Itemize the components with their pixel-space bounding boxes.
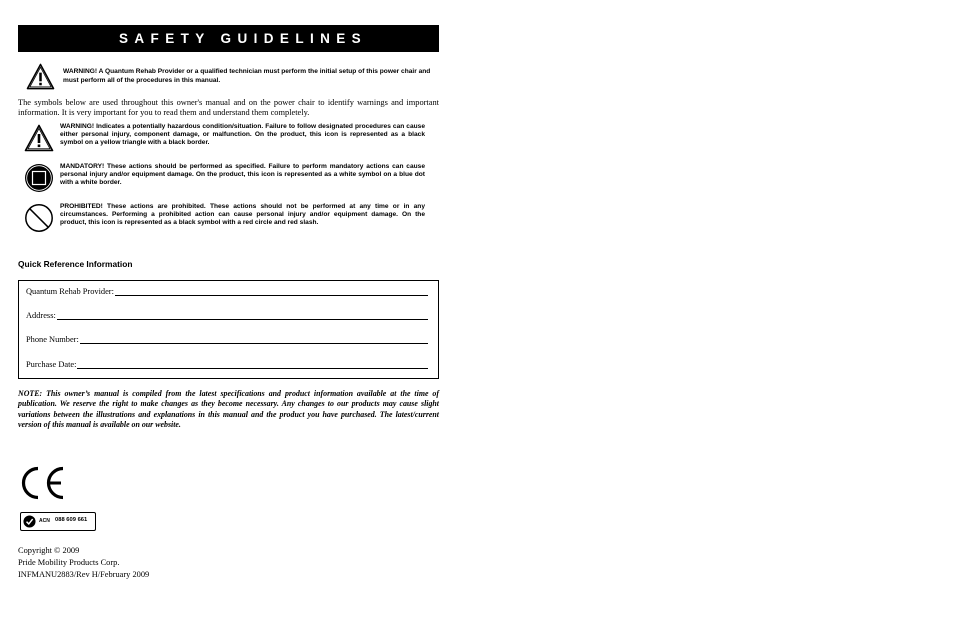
warning-triangle-icon [26,63,55,90]
symbol-prohibited-text: PROHIBITED! These actions are prohibited. These actions should not be performed at any time or in any circumstances. Performing a prohibited action can cause personal injury and/or equipment damage. On the product, this icon is represented as a black symbol with a red circle and red slash. [60,202,425,226]
section-banner: SAFETY GUIDELINES [18,25,439,52]
phone-field[interactable] [26,335,428,344]
purchase-date-field[interactable] [26,360,428,369]
address-field[interactable] [26,311,428,320]
warning-triangle-icon [24,123,54,153]
ce-mark-icon [18,465,66,501]
check-circle-icon [23,515,36,528]
top-warning-text: WARNING! A Quantum Rehab Provider or a qualified technician must perform the initial setup of this power chair and must perform all of the procedures in this manual. [63,68,431,84]
symbol-mandatory [18,163,439,192]
manual-note: NOTE: This owner’s manual is compiled from the latest specifications and product information available at the time of publication. We reserve the right to make changes as they become necessary. Any changes to our products may cause slight variations between the illustrations and explanations in this manual and the product you have purchased. The latest/current version of this manual is available on our website. [18,388,439,430]
provider-fill-line[interactable] [115,287,428,296]
phone-fill-line[interactable] [80,335,428,344]
symbol-warning [18,123,439,152]
intro-paragraph: The symbols below are used throughout this owner's manual and on the power chair to identify warnings and important information. It is very important for you to read them and understand them completely. [18,98,439,118]
phone-label: Phone Number: [26,334,79,344]
prohibited-icon [24,203,54,233]
purchase-date-fill-line[interactable] [77,360,428,369]
provider-label: Quantum Rehab Provider: [26,286,114,296]
acn-label: ACN [39,518,50,524]
symbol-warning-text: WARNING! Indicates a potentially hazardous condition/situation. Failure to follow designated procedures can cause either personal injury, component damage, or malfunction. On the product, this icon is represented as a black symbol on a yellow triangle with a black border. [60,122,425,146]
purchase-date-label: Purchase Date: [26,359,77,369]
company-line: Pride Mobility Products Corp. [18,558,120,568]
symbol-prohibited [18,203,439,233]
address-label: Address: [26,310,56,320]
quick-reference-title: Quick Reference Information [18,258,133,269]
page-column [18,25,439,580]
mandatory-circle-icon [24,163,54,193]
copyright-line: Copyright © 2009 [18,546,80,555]
acn-number: 088 609 661 [55,517,88,523]
provider-field[interactable] [26,287,428,296]
document-revision-line: INFMANU2883/Rev H/February 2009 [18,570,150,580]
symbol-mandatory-text: MANDATORY! These actions should be performed as specified. Failure to perform mandatory actions can cause personal injury and/or equipment damage. On the product, this icon is represented as a white symbol on a blue dot with a white border. [60,162,425,186]
address-fill-line[interactable] [57,311,428,320]
top-warning [18,65,439,91]
quick-reference-box [18,280,439,379]
acn-badge [20,512,96,531]
copyright-block [18,545,149,582]
